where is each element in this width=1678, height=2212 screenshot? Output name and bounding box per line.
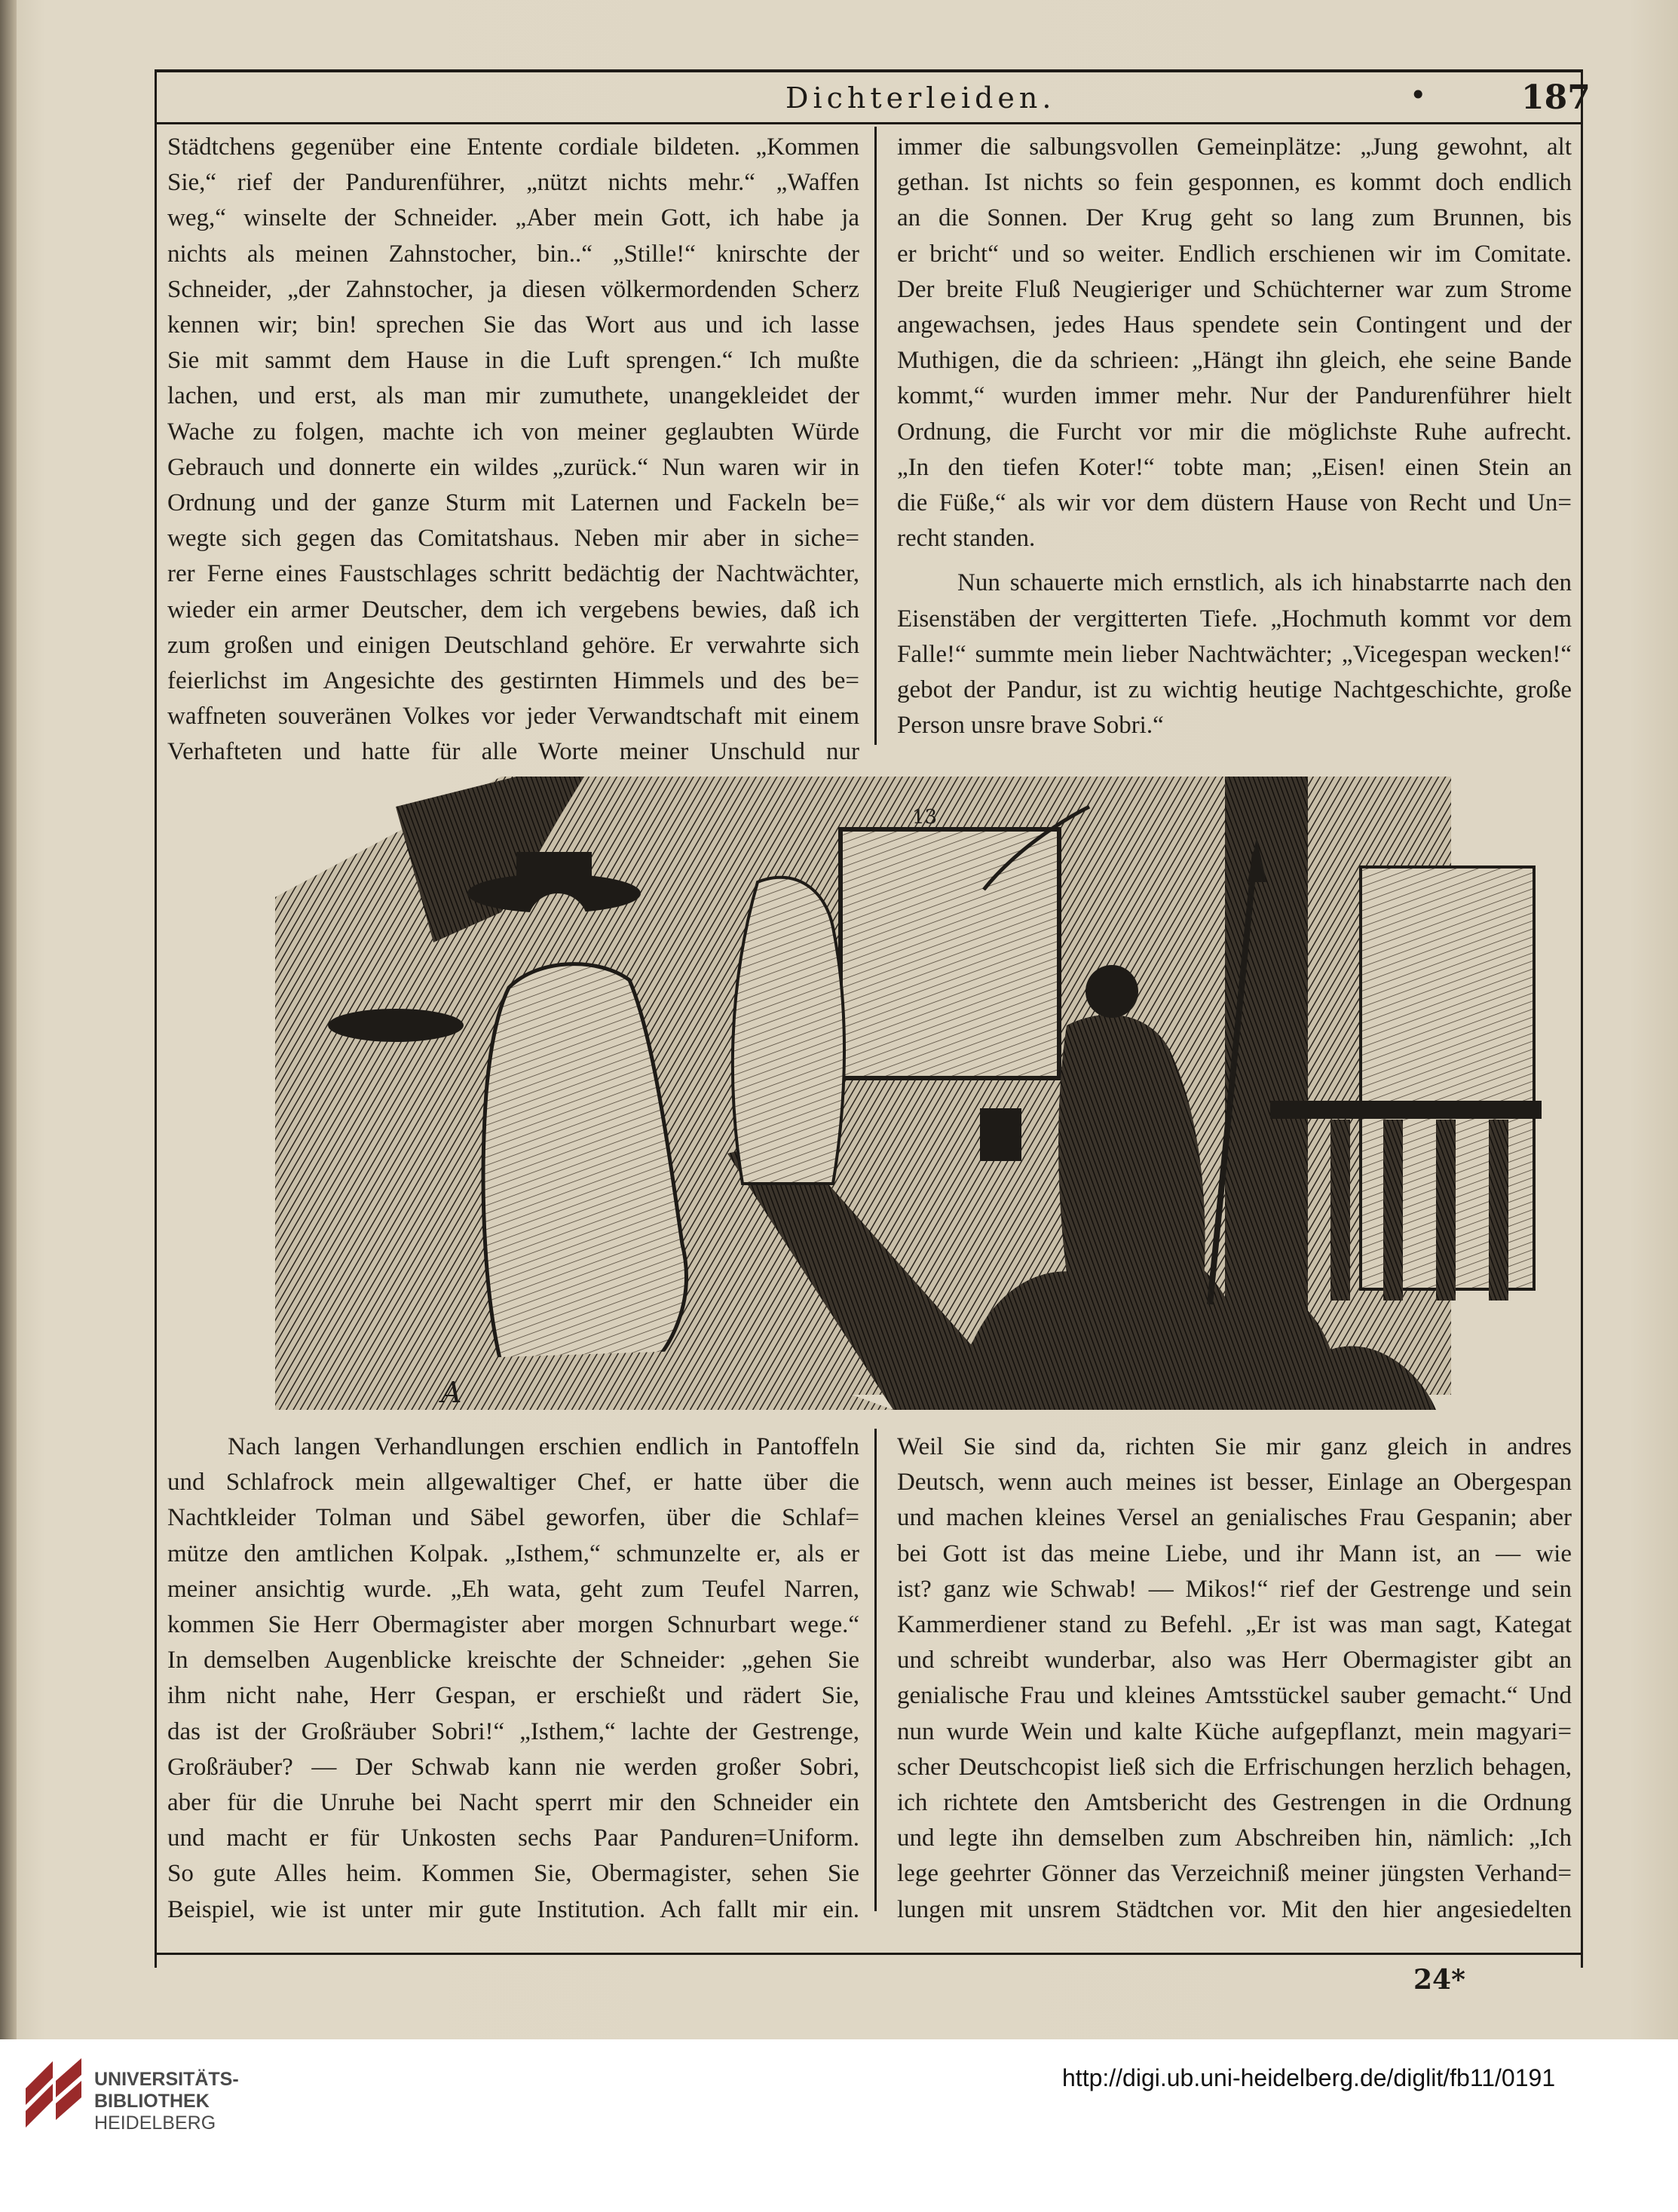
doorway [841,829,1059,1078]
text-line: genialische Frau und kleines Amtsstückel sauber gemacht.“ Und [897,1682,1572,1710]
text-line: Sie,“ rief der Pandurenführer, „nützt nichts mehr.“ „Waffen [167,169,859,197]
text-line: mütze den amtlichen Kolpak. „Isthem,“ schmunzelte er, als er [167,1540,859,1567]
text-line: Der breite Fluß Neugieriger und Schüchterner war zum Strome [897,275,1572,303]
page-edge-shadow [0,0,17,2039]
university-library-logo[interactable] [21,2058,86,2138]
text-line: aber für die Unruhe bei Nacht sperrt mir den Schneider ein [167,1789,859,1817]
text-line: Schneider, „der Zahnstocher, ja diesen völkermordenden Scherz [167,275,859,303]
running-head: Dichterleiden. [785,81,1056,115]
text-line: Gebrauch und donnerte ein wildes „zurück.“ Nun waren wir in [167,453,859,481]
text-line: Beispiel, wie ist unter mir gute Institution. Ach fallt mir ein. [167,1895,859,1923]
frame-top-rule [155,69,1583,72]
text-line: und legte ihn demselben zum Abschreiben hin, nämlich: „Ich [897,1824,1572,1852]
page-number: 187 [1521,78,1591,117]
text-line: Ordnung, die Furcht vor mir die möglichste Ruhe aufrecht. [897,418,1572,446]
frame-head-rule [155,122,1583,124]
paragraph-gap [897,556,1572,565]
text-line: So gute Alles heim. Kommen Sie, Obermagister, sehen Sie [167,1860,859,1888]
text-line: und macht er für Unkosten sechs Paar Panduren=Uniform. [167,1824,859,1852]
text-line: er bricht“ und so weiter. Endlich erschienen wir im Comitate. [897,240,1572,268]
column-divider-top [874,127,877,745]
library-name-line2: BIBLIOTHEK [94,2091,210,2112]
text-line: Weil Sie sind da, richten Sie mir ganz gleich in andres [897,1433,1572,1460]
text-line: bei Gott ist das meine Liebe, und ihr Mann ist, an — wie [897,1540,1572,1567]
text-line: Falle!“ summte mein lieber Nachtwächter; „Vicegespan wecken!“ [897,640,1572,668]
text-line: ihm nicht nahe, Herr Gespan, er erschießt und rädert Sie, [167,1682,859,1710]
text-line: lungen mit unsrem Städtchen vor. Mit den hier angesiedelten [897,1895,1572,1923]
text-column-top-left [167,130,859,771]
text-line: Eisenstäben der vergitterten Tiefe. „Hochmuth kommt vor dem [897,605,1572,633]
text-line: recht standen. [897,525,1036,553]
text-line: immer die salbungsvollen Gemeinplätze: „Jung gewohnt, alt [897,133,1572,161]
text-line: Nach langen Verhandlungen erschien endlich in Pantoffeln [228,1433,859,1460]
text-line: und Schlafrock mein allgewaltiger Chef, er hatte über die [167,1469,859,1497]
sheet-signature: 24* [1413,1964,1465,1996]
text-line: Nun schauerte mich ernstlich, als ich hinabstarrte nach den [957,569,1572,597]
text-line: lachen, und erst, als man mir zumuthete, unangekleidet der [167,382,859,410]
figure-at-door [733,878,844,1184]
engraving-illustration [275,777,1591,1410]
text-line: Verhafteten und hatte für alle Worte meiner Unschuld nur [167,738,859,766]
text-line: kommt,“ wurden immer mehr. Nur der Pandurenführer hielt [897,382,1572,410]
seated-figure-hat [328,1009,464,1042]
permalink-url[interactable]: http://digi.ub.uni-heidelberg.de/diglit/fb11/0191 [1062,2064,1556,2091]
text-line: Muthigen, die da schrieen: „Hängt ihn gleich, ehe seine Bande [897,347,1572,375]
frame-bottom-rule [155,1953,1583,1955]
text-line: ist? ganz wie Schwab! — Mikos!“ rief der Gestrenge und sein [897,1575,1572,1603]
frame-left-rule [155,69,157,1968]
text-line: angewachsen, jedes Haus spendete sein Contingent und der [897,311,1572,339]
text-line: Großräuber? — Der Schwab kann nie werden großer Sobri, [167,1753,859,1781]
text-line: Kammerdiener stand zu Befehl. „Er ist was man sagt, Kategat [897,1611,1572,1639]
text-line: wieder ein armer Deutscher, dem ich vergebens bewies, daß ich [167,596,859,623]
lantern [980,1108,1021,1161]
text-line: Sie mit sammt dem Hause in die Luft sprengen.“ Ich mußte [167,347,859,375]
header-bullet: • [1410,78,1427,112]
text-line: Wache zu folgen, machte ich von meiner geglaubten Würde [167,418,859,446]
text-line: nichts als meinen Zahnstocher, bin..“ „Stille!“ knirschte der [167,240,859,268]
text-line: wegte sich gegen das Comitatshaus. Neben mir aber in siche= [167,525,859,553]
standing-figure-head [528,893,588,954]
artist-monogram: A [441,1376,462,1409]
text-line: lege geehrter Gönner das Verzeichniß meiner jüngsten Verhand= [897,1860,1572,1888]
text-column-top-right [897,130,1572,743]
library-name[interactable] [94,2069,239,2134]
text-line: ich richtete den Amtsbericht des Gestrengen in die Ordnung [897,1789,1572,1817]
text-line: an die Sonnen. Der Krug geht so lang zum Brunnen, bis [897,204,1572,232]
text-line: Ordnung und der ganze Sturm mit Laternen und Fackeln be= [167,489,859,517]
text-line: und schreibt wunderbar, also was Herr Obermagister gibt an [897,1647,1572,1674]
text-column-bottom-right [897,1429,1572,1928]
door-number: 13 [912,806,938,829]
library-name-line3: HEIDELBERG [94,2112,216,2134]
text-line: waffneten souveränen Volkes vor jeder Verwandtschaft mit einem [167,703,859,731]
text-line: kommen Sie Herr Obermagister aber morgen Schnurbart wege.“ [167,1611,859,1639]
text-line: Nachtkleider Tolman und Säbel geworfen, über die Schlaf= [167,1504,859,1532]
text-line: das ist der Großräuber Sobri!“ „Isthem,“ lachte der Gestrenge, [167,1717,859,1745]
standing-figure-hat-crown [516,852,592,893]
text-line: Person unsre brave Sobri.“ [897,712,1164,740]
text-line: nun wurde Wein und kalte Küche aufgepflanzt, mein magyari= [897,1717,1572,1745]
text-line: meiner ansichtig wurde. „Eh wata, geht zum Teufel Narren, [167,1575,859,1603]
text-line: In demselben Augenblicke kreischte der Schneider: „gehen Sie [167,1647,859,1674]
column-divider-bottom [874,1429,877,1911]
text-line: „In den tiefen Koter!“ tobte man; „Eisen! einen Stein an [897,453,1572,481]
text-line: scher Deutschcopist ließ sich die Erfrischungen herzlich behagen, [897,1753,1572,1781]
figure-with-lantern-hat [1085,965,1138,1018]
text-line: kennen wir; bin! sprechen Sie das Wort aus und ich lasse [167,311,859,339]
library-name-line1: UNIVERSITÄTS- [94,2069,239,2090]
text-line: weg,“ winselte der Schneider. „Aber mein Gott, ich habe ja [167,204,859,232]
text-line: Städtchens gegenüber eine Entente cordiale bildeten. „Kommen [167,133,859,161]
text-line: feierlichst im Angesichte des gestirnten Himmels und des be= [167,667,859,695]
text-line: Deutsch, wenn auch meines ist besser, Einlage an Obergespan [897,1469,1572,1497]
text-line: gebot der Pandur, ist zu wichtig heutige Nachtgeschichte, große [897,676,1572,704]
text-column-bottom-left [167,1429,859,1928]
text-line: die Füße,“ als wir vor dem düstern Hause von Recht und Un= [897,489,1572,517]
text-line: rer Ferne eines Faustschlages schritt bedächtig der Nachtwächter, [167,560,859,588]
text-line: gethan. Ist nichts so fein gesponnen, es kommt doch endlich [897,169,1572,197]
text-line: und machen kleines Versel an genialisches Frau Gespanin; aber [897,1504,1572,1532]
text-line: zum großen und einigen Deutschland gehöre. Er verwahrte sich [167,631,859,659]
